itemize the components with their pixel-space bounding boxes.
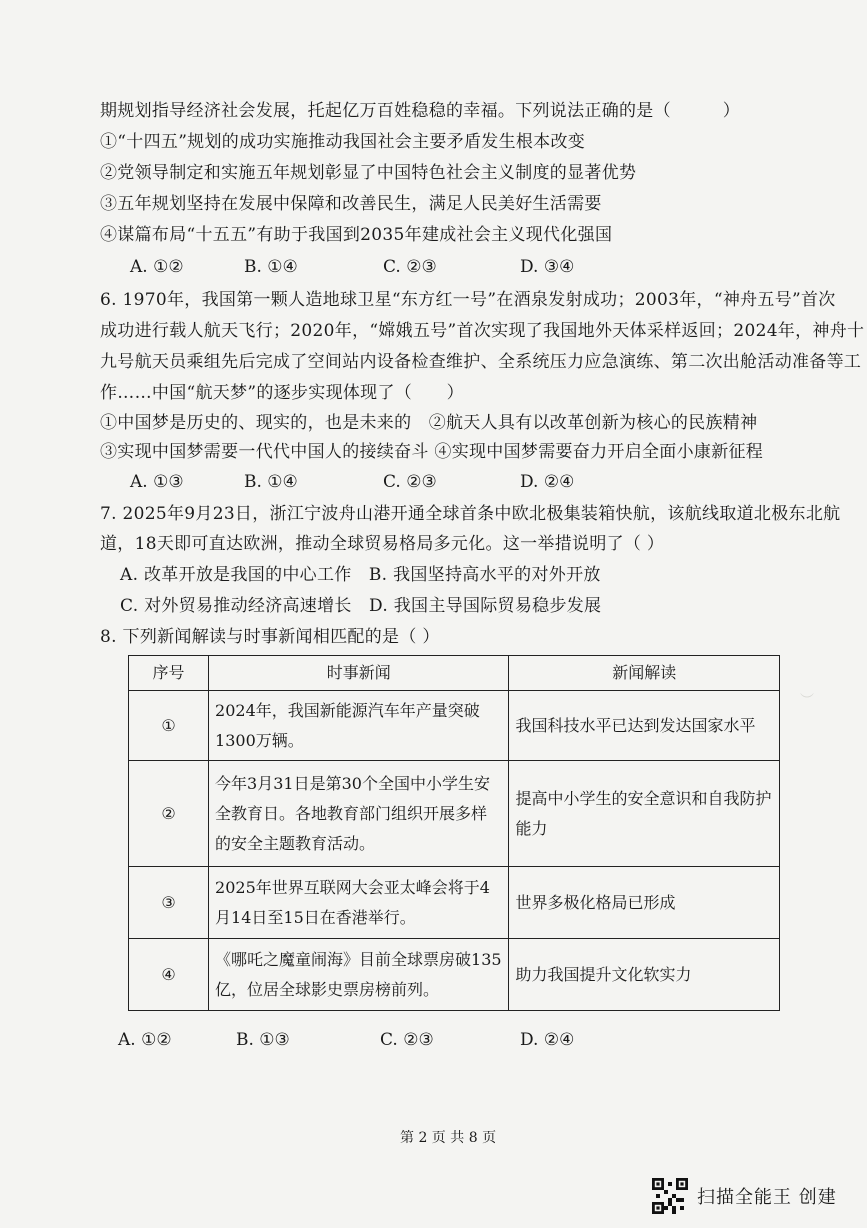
table-row	[129, 691, 780, 761]
bleed-through-mark: ︶	[800, 693, 814, 709]
q7-options-a-b[interactable]: A. 改革开放是我国的中心工作 B. 我国坚持高水平的对外开放	[120, 565, 601, 585]
q6-stem-line-1: 6. 1970年，我国第一颗人造地球卫星“东方红一号”在酒泉发射成功；2003年，“神舟五号”首次	[100, 290, 836, 310]
scanner-watermark: 扫描全能王 创建	[697, 1187, 837, 1208]
q6-option-d[interactable]: D. ②④	[520, 472, 575, 492]
q8-option-c[interactable]: C. ②③	[380, 1030, 434, 1050]
table-row	[129, 761, 780, 867]
q6-option-c[interactable]: C. ②③	[383, 472, 437, 492]
header-news: 时事新闻	[209, 656, 509, 691]
q5-stem: 期规划指导经济社会发展，托起亿万百姓稳稳的幸福。下列说法正确的是（ ）	[100, 101, 741, 121]
q8-stem: 8. 下列新闻解读与时事新闻相匹配的是（ ）	[100, 627, 440, 647]
q8-option-d[interactable]: D. ②④	[520, 1030, 575, 1050]
header-number: 序号	[129, 656, 209, 691]
header-reading: 新闻解读	[509, 656, 780, 691]
row-number: ②	[129, 761, 209, 867]
table-header-row	[129, 656, 780, 691]
q6-statements-1-2: ①中国梦是历史的、现实的，也是未来的 ②航天人具有以改革创新为核心的民族精神	[100, 413, 758, 433]
q6-stem-line-4: 作……中国“航天梦”的逐步实现体现了（ ）	[100, 383, 464, 403]
qr-code-icon	[652, 1178, 688, 1214]
q7-options-c-d[interactable]: C. 对外贸易推动经济高速增长 D. 我国主导国际贸易稳步发展	[120, 596, 602, 616]
q6-stem-line-2: 成功进行载人航天飞行；2020年，“嫦娥五号”首次实现了我国地外天体采样返回；2024年，神舟十	[100, 321, 865, 341]
row-reading: 我国科技水平已达到发达国家水平	[509, 691, 780, 761]
table-row	[129, 867, 780, 939]
q5-option-d[interactable]: D. ③④	[520, 257, 575, 277]
news-table	[128, 655, 780, 1011]
row-reading: 助力我国提升文化软实力	[509, 939, 780, 1011]
q8-option-b[interactable]: B. ①③	[236, 1030, 290, 1050]
q7-stem-line-1: 7. 2025年9月23日，浙江宁波舟山港开通全球首条中欧北极集装箱快航，该航线取道北极东北航	[100, 504, 841, 524]
q7-stem-line-2: 道，18天即可直达欧洲，推动全球贸易格局多元化。这一举措说明了（ ）	[100, 534, 665, 554]
q5-statement-1: ①“十四五”规划的成功实施推动我国社会主要矛盾发生根本改变	[100, 132, 586, 152]
q6-stem-line-3: 九号航天员乘组先后完成了空间站内设备检查维护、全系统压力应急演练、第二次出舱活动准备等工	[100, 352, 862, 372]
q6-statements-3-4: ③实现中国梦需要一代代中国人的接续奋斗 ④实现中国梦需要奋力开启全面小康新征程	[100, 442, 764, 462]
q5-option-c[interactable]: C. ②③	[383, 257, 437, 277]
q5-statement-4: ④谋篇布局“十五五”有助于我国到2035年建成社会主义现代化强国	[100, 225, 613, 245]
table-row	[129, 939, 780, 1011]
q6-option-b[interactable]: B. ①④	[244, 472, 298, 492]
page-number: 第 2 页 共 8 页	[400, 1130, 497, 1146]
q5-option-b[interactable]: B. ①④	[244, 257, 298, 277]
row-number: ③	[129, 867, 209, 939]
row-number: ①	[129, 691, 209, 761]
row-news: 《哪吒之魔童闹海》目前全球票房破135亿，位居全球影史票房榜前列。	[209, 939, 509, 1011]
q5-statement-3: ③五年规划坚持在发展中保障和改善民生，满足人民美好生活需要	[100, 194, 602, 214]
q8-option-a[interactable]: A. ①②	[118, 1030, 172, 1050]
row-reading: 世界多极化格局已形成	[509, 867, 780, 939]
q5-statement-2: ②党领导制定和实施五年规划彰显了中国特色社会主义制度的显著优势	[100, 163, 637, 183]
row-number: ④	[129, 939, 209, 1011]
row-news: 今年3月31日是第30个全国中小学生安全教育日。各地教育部门组织开展多样的安全主题教育活动。	[209, 761, 509, 867]
row-reading: 提高中小学生的安全意识和自我防护能力	[509, 761, 780, 867]
row-news: 2024年，我国新能源汽车年产量突破1300万辆。	[209, 691, 509, 761]
q6-option-a[interactable]: A. ①③	[130, 472, 184, 492]
row-news: 2025年世界互联网大会亚太峰会将于4月14日至15日在香港举行。	[209, 867, 509, 939]
q5-option-a[interactable]: A. ①②	[130, 257, 184, 277]
